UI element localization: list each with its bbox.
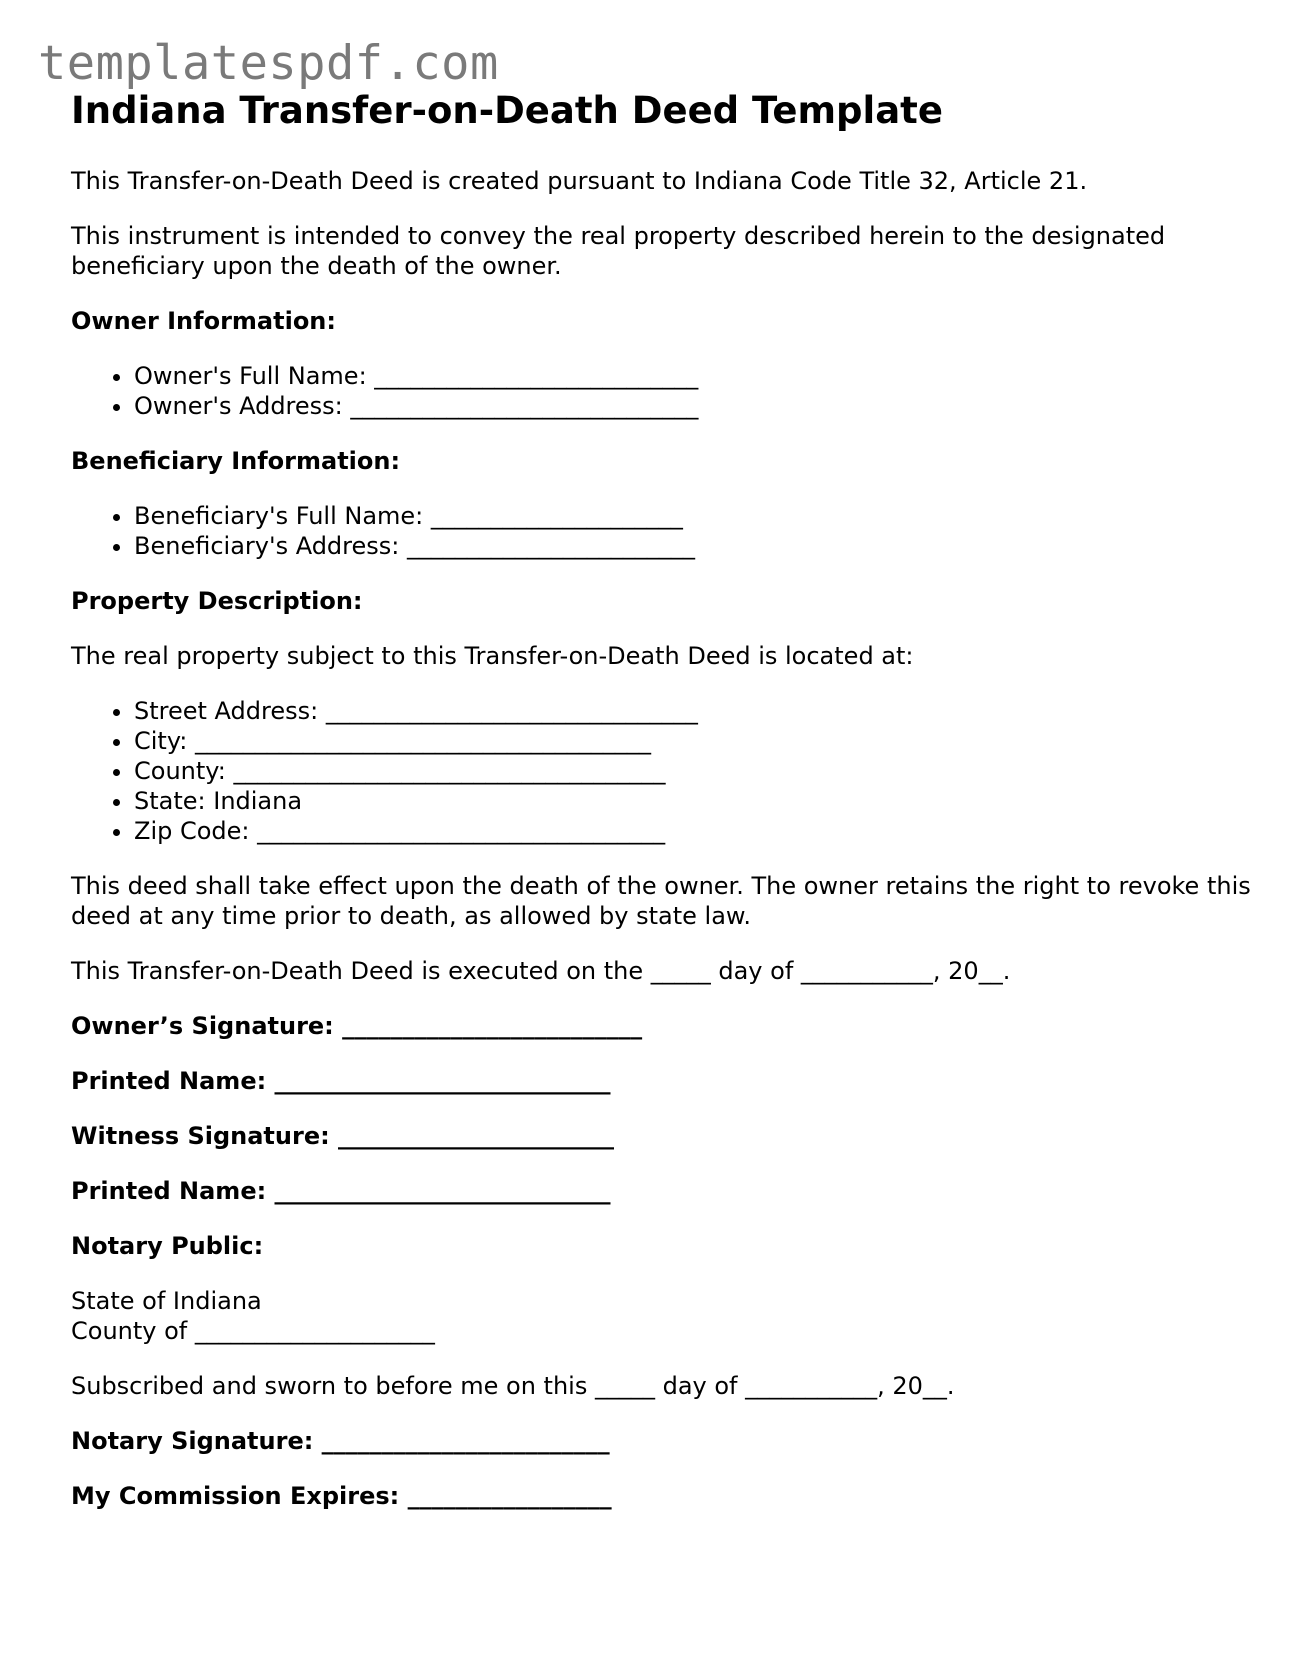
property-heading: Property Description: <box>71 587 363 615</box>
beneficiary-list <box>71 501 1251 561</box>
county-field: • County: ____________________________________ <box>134 756 1251 786</box>
zip-code-field: • Zip Code: __________________________________ <box>134 816 1251 846</box>
owner-heading: Owner Information: <box>71 307 336 335</box>
intro-paragraph-2: This instrument is intended to convey the real property described herein to the designated beneficiary upon the death of the owner. <box>71 222 1166 280</box>
beneficiary-address-field: • Beneficiary's Address: ________________________ <box>134 531 1251 561</box>
owner-address-field: • Owner's Address: _____________________________ <box>134 391 1251 421</box>
commission-expires-line: My Commission Expires: _________________ <box>71 1482 612 1510</box>
watermark: templatespdf.com <box>38 36 499 91</box>
notary-signature-line: Notary Signature: ________________________ <box>71 1427 610 1455</box>
document-page <box>71 86 1251 1511</box>
notary-county: County of ____________________ <box>71 1317 435 1345</box>
executed-line: This Transfer-on-Death Deed is executed on the _____ day of ___________, 20__. <box>71 957 1011 985</box>
owner-signature-line: Owner’s Signature: _________________________ <box>71 1012 643 1040</box>
property-intro: The real property subject to this Transfer-on-Death Deed is located at: <box>71 642 914 670</box>
property-list <box>71 696 1251 846</box>
state-field: • State: Indiana <box>134 786 1251 816</box>
document-title: Indiana Transfer-on-Death Deed Template <box>71 89 943 132</box>
owner-full-name-field: • Owner's Full Name: ___________________________ <box>134 361 1251 391</box>
beneficiary-full-name-field: • Beneficiary's Full Name: _____________________ <box>134 501 1251 531</box>
witness-printed-name-line: Printed Name: ____________________________ <box>71 1177 611 1205</box>
beneficiary-heading: Beneficiary Information: <box>71 447 401 475</box>
effect-paragraph: This deed shall take effect upon the death of the owner. The owner retains the right to revoke this deed at any time prior to death, as allowed by state law. <box>71 872 1251 930</box>
city-field: • City: ______________________________________ <box>134 726 1251 756</box>
notary-state: State of Indiana <box>71 1287 262 1315</box>
intro-paragraph-1: This Transfer-on-Death Deed is created pursuant to Indiana Code Title 32, Article 21. <box>71 167 1088 195</box>
witness-signature-line: Witness Signature: _______________________ <box>71 1122 615 1150</box>
street-address-field: • Street Address: _______________________________ <box>134 696 1251 726</box>
notary-sworn-line: Subscribed and sworn to before me on this _____ day of ___________, 20__. <box>71 1372 955 1400</box>
notary-heading: Notary Public: <box>71 1232 264 1260</box>
owner-printed-name-line: Printed Name: ____________________________ <box>71 1067 611 1095</box>
owner-list <box>71 361 1251 421</box>
